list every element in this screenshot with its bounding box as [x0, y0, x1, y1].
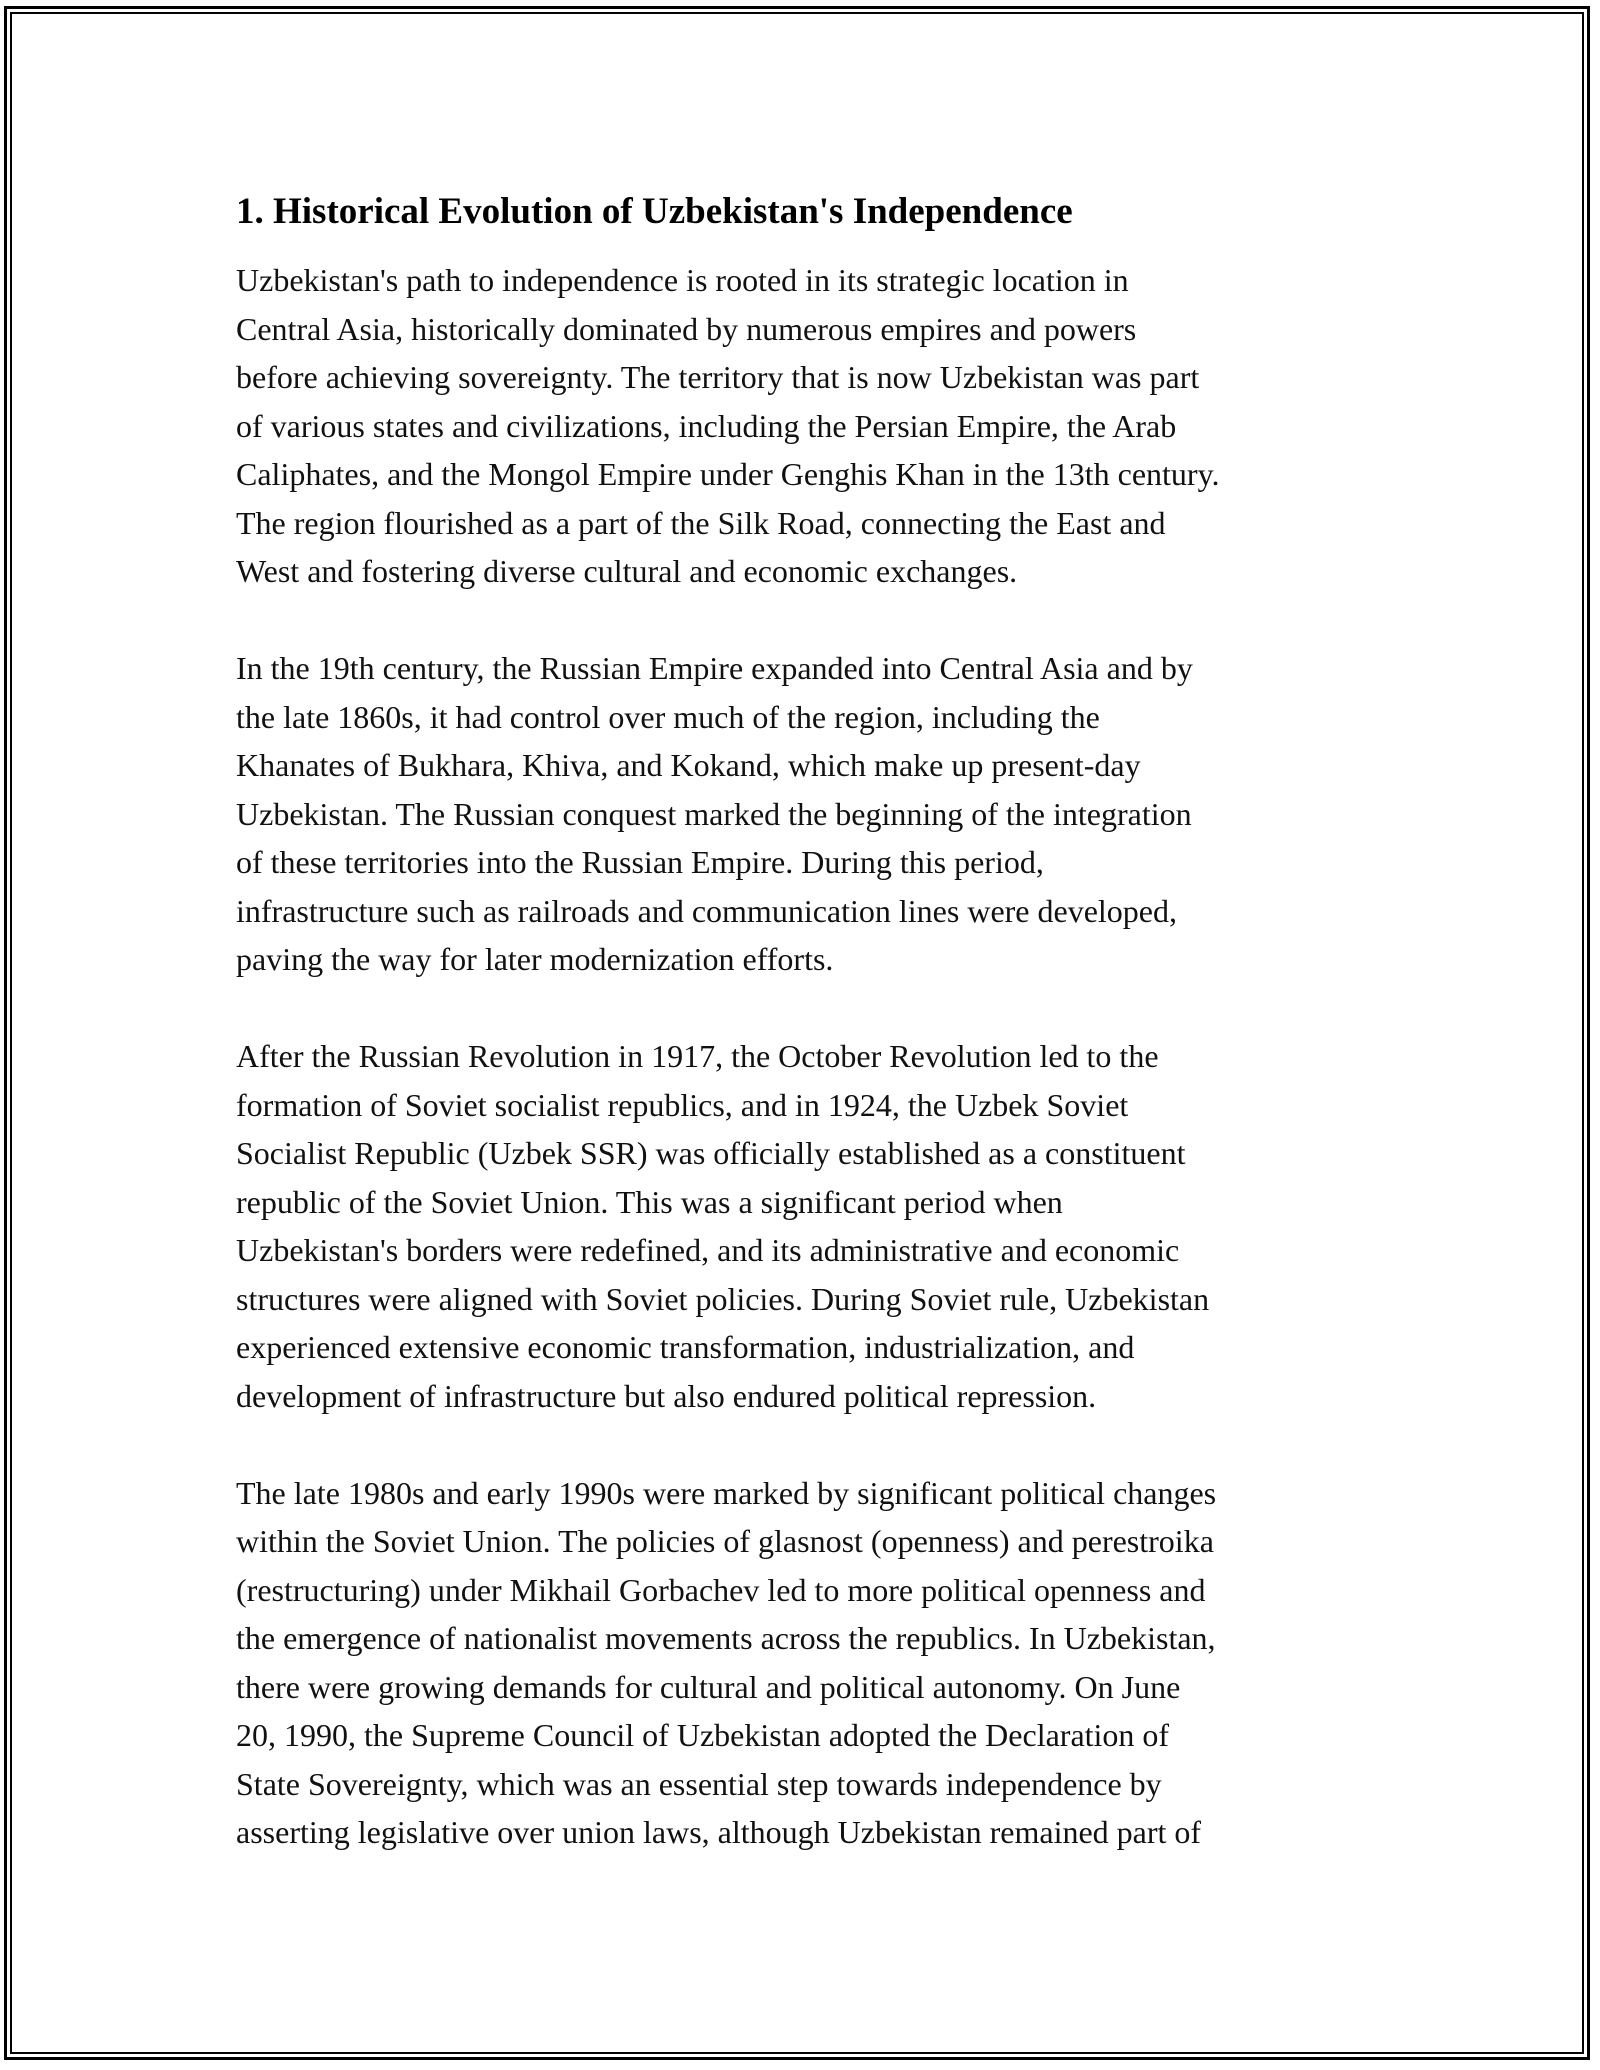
paragraph-line: Uzbekistan's path to independence is rooted in its strategic location in: [236, 262, 1129, 298]
paragraph-line: of various states and civilizations, including the Persian Empire, the Arab: [236, 407, 1177, 444]
paragraph-line: structures were aligned with Soviet policies. During Soviet rule, Uzbekistan: [236, 1280, 1210, 1317]
paragraph-line: West and fostering diverse cultural and economic exchanges.: [236, 553, 1018, 589]
paragraph-line: there were growing demands for cultural and political autonomy. On June: [236, 1668, 1181, 1705]
paragraph-line: the emergence of nationalist movements across the republics. In Uzbekistan,: [236, 1620, 1216, 1656]
paragraph-2: [236, 644, 1396, 984]
paragraph-line: infrastructure such as railroads and communication lines were developed,: [236, 892, 1177, 929]
paragraph-line: experienced extensive economic transformation, industrialization, and: [236, 1329, 1135, 1365]
paragraph-line: Uzbekistan's borders were redefined, and its administrative and economic: [236, 1232, 1180, 1268]
paragraph-3: [236, 1032, 1396, 1420]
document-content: [236, 186, 1396, 1905]
paragraph-line: The region flourished as a part of the Silk Road, connecting the East and: [236, 504, 1166, 541]
section-title: 1. Historical Evolution of Uzbekistan's Independence: [236, 191, 1073, 232]
paragraph-line: Uzbekistan. The Russian conquest marked the beginning of the integration: [236, 795, 1192, 832]
paragraph-line: After the Russian Revolution in 1917, the October Revolution led to the: [236, 1038, 1159, 1074]
paragraph-line: Caliphates, and the Mongol Empire under Genghis Khan in the 13th century.: [236, 456, 1220, 492]
paragraph-line: Khanates of Bukhara, Khiva, and Kokand, which make up present-day: [236, 747, 1141, 783]
paragraph-4: [236, 1469, 1396, 1857]
paragraph-line: of these territories into the Russian Empire. During this period,: [236, 844, 1044, 880]
paragraph-line: State Sovereignty, which was an essential step towards independence by: [236, 1765, 1162, 1802]
paragraph-line: paving the way for later modernization efforts.: [236, 941, 834, 977]
paragraph-line: republic of the Soviet Union. This was a significant period when: [236, 1183, 1063, 1220]
paragraph-line: (restructuring) under Mikhail Gorbachev led to more political openness and: [236, 1571, 1206, 1608]
paragraph-line: In the 19th century, the Russian Empire expanded into Central Asia and by: [236, 650, 1193, 686]
paragraph-line: 20, 1990, the Supreme Council of Uzbekistan adopted the Declaration of: [236, 1717, 1170, 1753]
paragraph-line: the late 1860s, it had control over much of the region, including the: [236, 698, 1100, 735]
paragraph-line: development of infrastructure but also endured political repression.: [236, 1377, 1097, 1414]
paragraph-line: before achieving sovereignty. The territory that is now Uzbekistan was part: [236, 359, 1200, 395]
paragraph-line: within the Soviet Union. The policies of glasnost (openness) and perestroika: [236, 1523, 1214, 1559]
paragraph-line: Central Asia, historically dominated by numerous empires and powers: [236, 310, 1137, 347]
paragraph-line: formation of Soviet socialist republics, and in 1924, the Uzbek Soviet: [236, 1086, 1129, 1123]
paragraph-line: Socialist Republic (Uzbek SSR) was officially established as a constituent: [236, 1135, 1186, 1171]
paragraph-line: The late 1980s and early 1990s were marked by significant political changes: [236, 1474, 1217, 1511]
paragraph-line: asserting legislative over union laws, although Uzbekistan remained part of: [236, 1814, 1202, 1850]
paragraph-1: [236, 256, 1396, 596]
